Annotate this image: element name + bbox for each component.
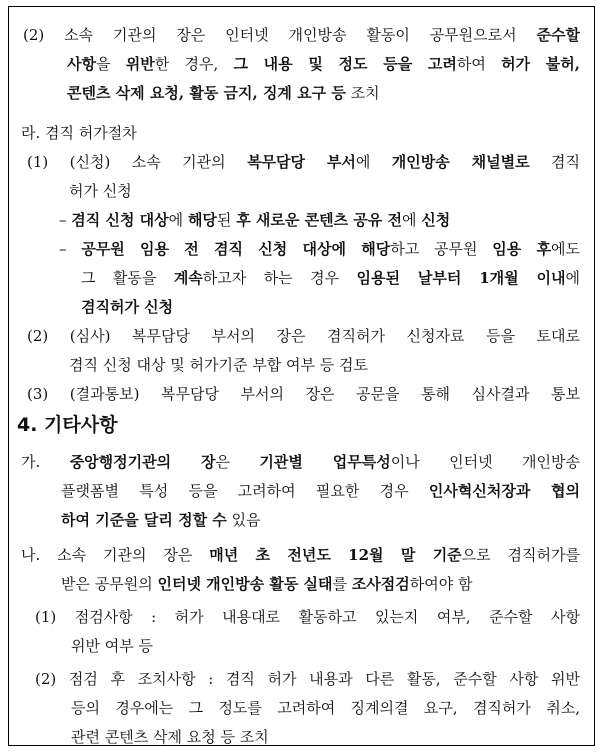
document-box bbox=[8, 6, 595, 746]
text-run: 받은 공무원의 bbox=[61, 575, 158, 593]
bold-text-run: 복무담당 부서 bbox=[247, 153, 356, 171]
text-run: (2) 소속 기관의 장은 인터넷 개인방송 활동이 공무원으로서 bbox=[23, 26, 537, 44]
bold-text-run: 계속 bbox=[173, 269, 203, 287]
item-2-line-2 bbox=[67, 50, 580, 79]
text-run: (2) (심사) 복무담당 부서의 장은 겸직허가 신청자료 등을 토대로 bbox=[27, 327, 580, 345]
text-run: 하고 공무원 bbox=[390, 240, 493, 258]
text-run: 가. bbox=[21, 453, 70, 471]
text-run: 에 bbox=[565, 269, 580, 287]
ra-dash-2-line-2 bbox=[81, 264, 580, 293]
text-run: 등의 경우에는 그 정도를 고려하여 징계의결 요구, 겸직허가 취소, bbox=[71, 699, 580, 717]
bold-text-run: 해당 bbox=[187, 211, 217, 229]
text-run: 플랫폼별 특성 등을 고려하여 필요한 경우 bbox=[61, 482, 429, 500]
text-run: 된 bbox=[216, 211, 237, 229]
text-run: 에도 bbox=[551, 240, 580, 258]
ra-item-1-line-2 bbox=[69, 177, 594, 206]
text-run: 라. 겸직 허가절차 bbox=[21, 124, 137, 142]
bold-text-run: 매년 초 전년도 12월 말 기준 bbox=[209, 546, 462, 564]
text-run: 를 bbox=[332, 575, 352, 593]
ra-item-2-line-1 bbox=[27, 322, 580, 351]
text-run: 을 bbox=[95, 55, 126, 73]
ra-dash-2-line-1 bbox=[59, 235, 580, 264]
bold-text-run: 공무원 임용 전 겸직 신청 대상에 해당 bbox=[81, 240, 391, 258]
ra-item-1-line-1 bbox=[27, 148, 580, 177]
bold-text-run: 신청 bbox=[421, 211, 451, 229]
text-run: 하여 bbox=[456, 55, 502, 73]
bold-text-run: 사항 bbox=[67, 55, 96, 73]
item-2-block bbox=[9, 21, 594, 108]
text-run: (3) (결과통보) 복무담당 부서의 장은 공문을 통해 심사결과 통보 bbox=[27, 385, 580, 403]
text-run: 하여야 함 bbox=[409, 575, 473, 593]
text-run: 나. 소속 기관의 장은 bbox=[21, 546, 210, 564]
bold-text-run: 준수할 bbox=[536, 26, 580, 44]
text-run: (1) 점검사항 : 허가 내용대로 활동하고 있는지 여부, 준수할 사항 bbox=[35, 608, 580, 626]
text-run: – bbox=[59, 211, 72, 229]
item-2-line-3 bbox=[67, 79, 594, 108]
text-run: 으로 겸직허가를 bbox=[461, 546, 580, 564]
text-run: 에 bbox=[401, 211, 422, 229]
bold-text-run: 임용 후 bbox=[492, 240, 552, 258]
text-run: (2) 점검 후 조치사항 : 겸직 허가 내용과 다른 활동, 준수할 사항 위반 bbox=[35, 670, 580, 688]
na-line-1 bbox=[21, 541, 580, 570]
text-run: 이나 인터넷 개인방송 bbox=[390, 453, 580, 471]
ra-item-3-line-1 bbox=[27, 380, 580, 409]
text-run: 그 활동을 bbox=[81, 269, 174, 287]
bold-text-run: 위반 bbox=[125, 55, 155, 73]
text-run: 겸직 bbox=[529, 153, 580, 171]
text-run: 하고자 하는 경우 bbox=[202, 269, 357, 287]
text-run: 조치 bbox=[345, 84, 380, 102]
text-run: 있음 bbox=[226, 511, 261, 529]
text-run: 에 bbox=[168, 211, 188, 229]
text-run: 관련 콘텐츠 삭제 요청 등 조치 bbox=[71, 728, 269, 746]
bold-text-run: 하여 기준을 달리 정할 수 bbox=[61, 511, 227, 529]
section-ra-title bbox=[21, 119, 594, 148]
na-item-2-line-3 bbox=[71, 723, 594, 752]
na-item-2-block bbox=[9, 665, 594, 752]
ga-line-3 bbox=[61, 506, 594, 535]
ra-item-2-line-2 bbox=[69, 351, 594, 380]
bold-text-run: 후 새로운 콘텐츠 공유 전 bbox=[236, 211, 402, 229]
section-4-na-block bbox=[9, 541, 594, 599]
text-run: 에 bbox=[355, 153, 392, 171]
ra-dash-2-line-3 bbox=[81, 293, 594, 322]
bold-text-run: 겸직허가 신청 bbox=[81, 298, 174, 316]
ga-line-2 bbox=[61, 477, 580, 506]
text-run: 위반 여부 등 bbox=[71, 637, 153, 655]
na-line-2 bbox=[61, 570, 594, 599]
bold-text-run: 조사점검 bbox=[351, 575, 410, 593]
text-run: (1) (신청) 소속 기관의 bbox=[27, 153, 248, 171]
bold-text-run: 개인방송 채널별로 bbox=[391, 153, 530, 171]
na-item-1-block bbox=[9, 603, 594, 661]
section-4-heading: 4. 기타사항 bbox=[17, 414, 118, 436]
na-item-2-line-1 bbox=[35, 665, 580, 694]
text-run: – bbox=[59, 240, 82, 258]
ra-dash-1 bbox=[59, 206, 594, 235]
text-run: 겸직 신청 대상 및 허가기준 부합 여부 등 검토 bbox=[69, 356, 368, 374]
bold-text-run: 기관별 업무특성 bbox=[259, 453, 391, 471]
bold-text-run: 임용된 날부터 1개월 이내 bbox=[356, 269, 566, 287]
bold-text-run: 콘텐츠 삭제 요청, 활동 금지, 징계 요구 등 bbox=[67, 84, 346, 102]
text-run: 한 경우, bbox=[154, 55, 234, 73]
bold-text-run: 허가 불허, bbox=[501, 55, 580, 73]
section-4-ga-block bbox=[9, 448, 594, 535]
ga-line-1 bbox=[21, 448, 580, 477]
bold-text-run: 인사혁신처장과 협의 bbox=[428, 482, 580, 500]
bold-text-run: 인터넷 개인방송 활동 실태 bbox=[157, 575, 333, 593]
bold-text-run: 중앙행정기관의 장 bbox=[69, 453, 216, 471]
text-run: 은 bbox=[215, 453, 260, 471]
na-item-1-line-2 bbox=[71, 632, 594, 661]
text-run: 허가 신청 bbox=[69, 182, 132, 200]
section-ra-block bbox=[9, 119, 594, 409]
na-item-1-line-1 bbox=[35, 603, 580, 632]
bold-text-run: 겸직 신청 대상 bbox=[71, 211, 169, 229]
item-2-line-1 bbox=[23, 21, 580, 50]
bold-text-run: 그 내용 및 정도 등을 고려 bbox=[233, 55, 457, 73]
na-item-2-line-2 bbox=[71, 694, 580, 723]
